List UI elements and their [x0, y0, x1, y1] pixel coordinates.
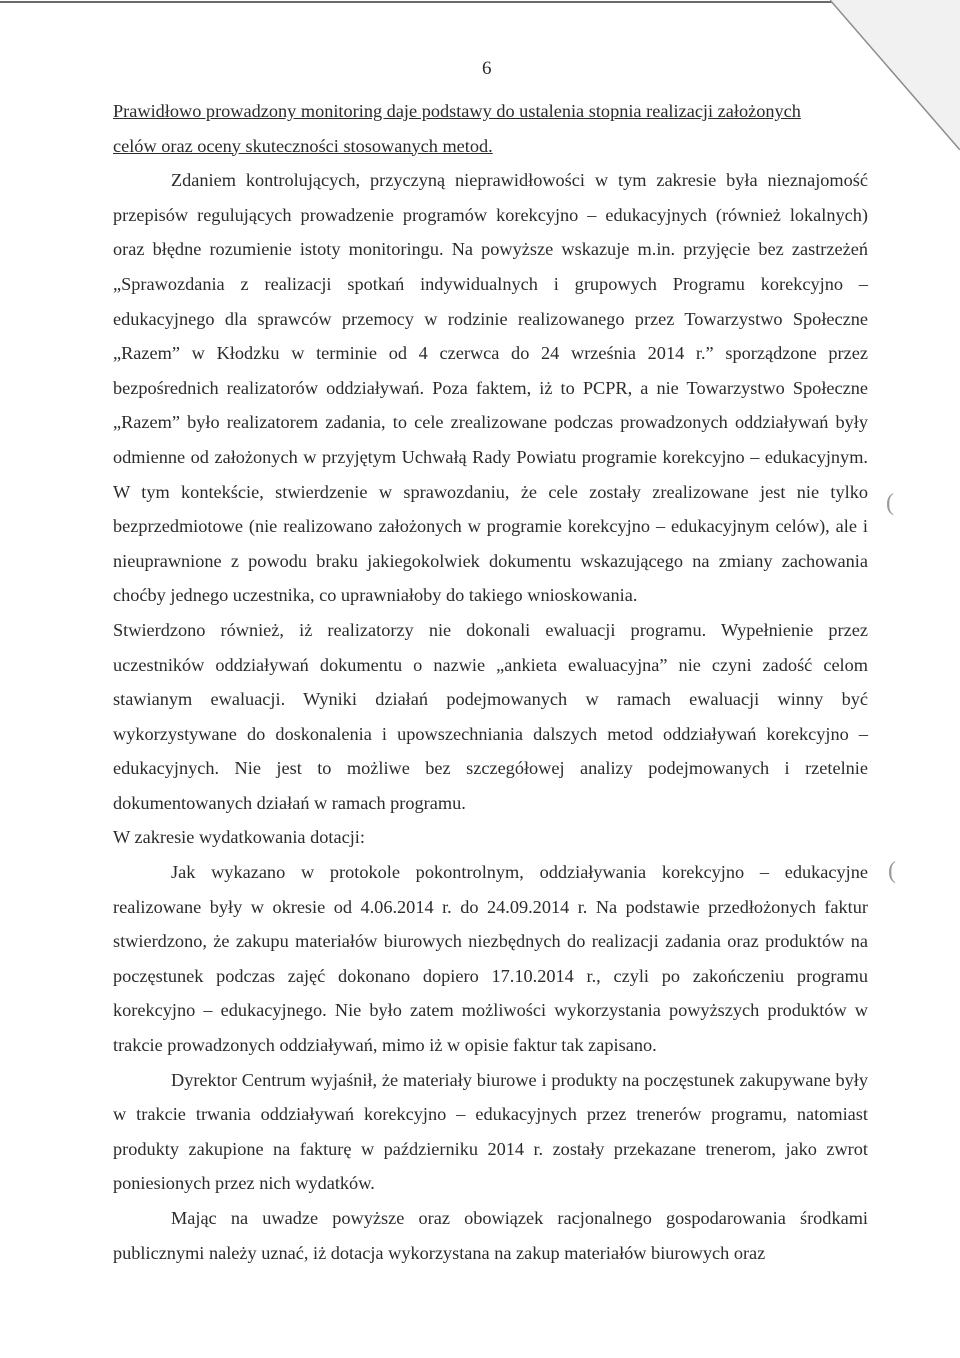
paragraph: Zdaniem kontrolujących, przyczyną nieprawidłowości w tym zakresie była nieznajomość przepisów regulujących prowadzenie programów korekcyjno – edukacyjnych (również lokalnych) oraz błędne rozumienie istoty monitoringu. Na powyższe wskazuje m.in. przyjęcie bez zastrzeżeń „Sprawozdania z realizacji spotkań indywidualnych i grupowych Programu korekcyjno – edukacyjnego dla sprawców przemocy w rodzinie realizowanego przez Towarzystwo Społeczne „Razem” w Kłodzku w terminie od 4 czerwca do 24 września 2014 r.” sporządzone przez bezpośrednich realizatorów oddziaływań. Poza faktem, iż to PCPR, a nie Towarzystwo Społeczne „Razem” było realizatorem zadania, to cele zrealizowane podczas prowadzonych oddziaływań były odmienne od założonych w przyjętym Uchwałą Rady Powiatu programie korekcyjno – edukacyjnym. W tym kontekście, stwierdzenie w sprawozdaniu, że cele zostały zrealizowane jest nie tylko bezprzedmiotowe (nie realizowano założonych w programie korekcyjno – edukacyjnym celów), ale i nieuprawnione z powodu braku jakiegokolwiek dokumentu wskazującego na zmiany zachowania choćby jednego uczestnika, co uprawniałoby do takiego wnioskowania. [113, 170, 868, 606]
margin-mark: ( [888, 858, 896, 884]
section-heading: W zakresie wydatkowania dotacji: [113, 827, 365, 848]
paragraph: Stwierdzono również, iż realizatorzy nie dokonali ewaluacji programu. Wypełnienie przez uczestników oddziaływań dokumentu o nazwie „ankieta ewaluacyjna” nie czyni zadość celom stawianym ewaluacji. Wyniki działań podejmowanych w ramach ewaluacji winny być wykorzystywane do doskonalenia i upowszechniania dalszych metod oddziaływań korekcyjno – edukacyjnych. Nie jest to możliwe bez szczegółowej analizy podejmowanych i rzetelnie dokumentowanych działań w ramach programu. [113, 619, 868, 813]
document-page [113, 94, 868, 1270]
paragraph: Dyrektor Centrum wyjaśnił, że materiały biurowe i produkty na poczęstunek zakupywane były w trakcie trwania oddziaływań korekcyjno – edukacyjnych przez trenerów programu, natomiast produkty zakupione na fakturę w październiku 2014 r. zostały przekazane trenerom, jako zwrot poniesionych przez nich wydatków. [113, 1069, 868, 1194]
underlined-line: Prawidłowo prowadzony monitoring daje podstawy do ustalenia stopnia realizacji założonych [113, 101, 801, 121]
underlined-line: celów oraz oceny skuteczności stosowanych metod. [113, 135, 493, 156]
scan-top-edge [0, 1, 960, 3]
page-number: 6 [482, 58, 492, 79]
paragraph: Jak wykazano w protokole pokontrolnym, oddziaływania korekcyjno – edukacyjne realizowane były w okresie od 4.06.2014 r. do 24.09.2014 r. Na podstawie przedłożonych faktur stwierdzono, że zakupu materiałów biurowych niezbędnych do realizacji zadania oraz produktów na poczęstunek podczas zajęć dokonano dopiero 17.10.2014 r., czyli po zakończeniu programu korekcyjno – edukacyjnego. Nie było zatem możliwości wykorzystania powyższych produktów w trakcie prowadzonych oddziaływań, mimo iż w opisie faktur tak zapisano. [113, 862, 868, 1056]
margin-mark: ( [886, 490, 894, 516]
paragraph: Mając na uwadze powyższe oraz obowiązek racjonalnego gospodarowania środkami publicznymi należy uznać, iż dotacja wykorzystana na zakup materiałów biurowych oraz [113, 1208, 868, 1263]
